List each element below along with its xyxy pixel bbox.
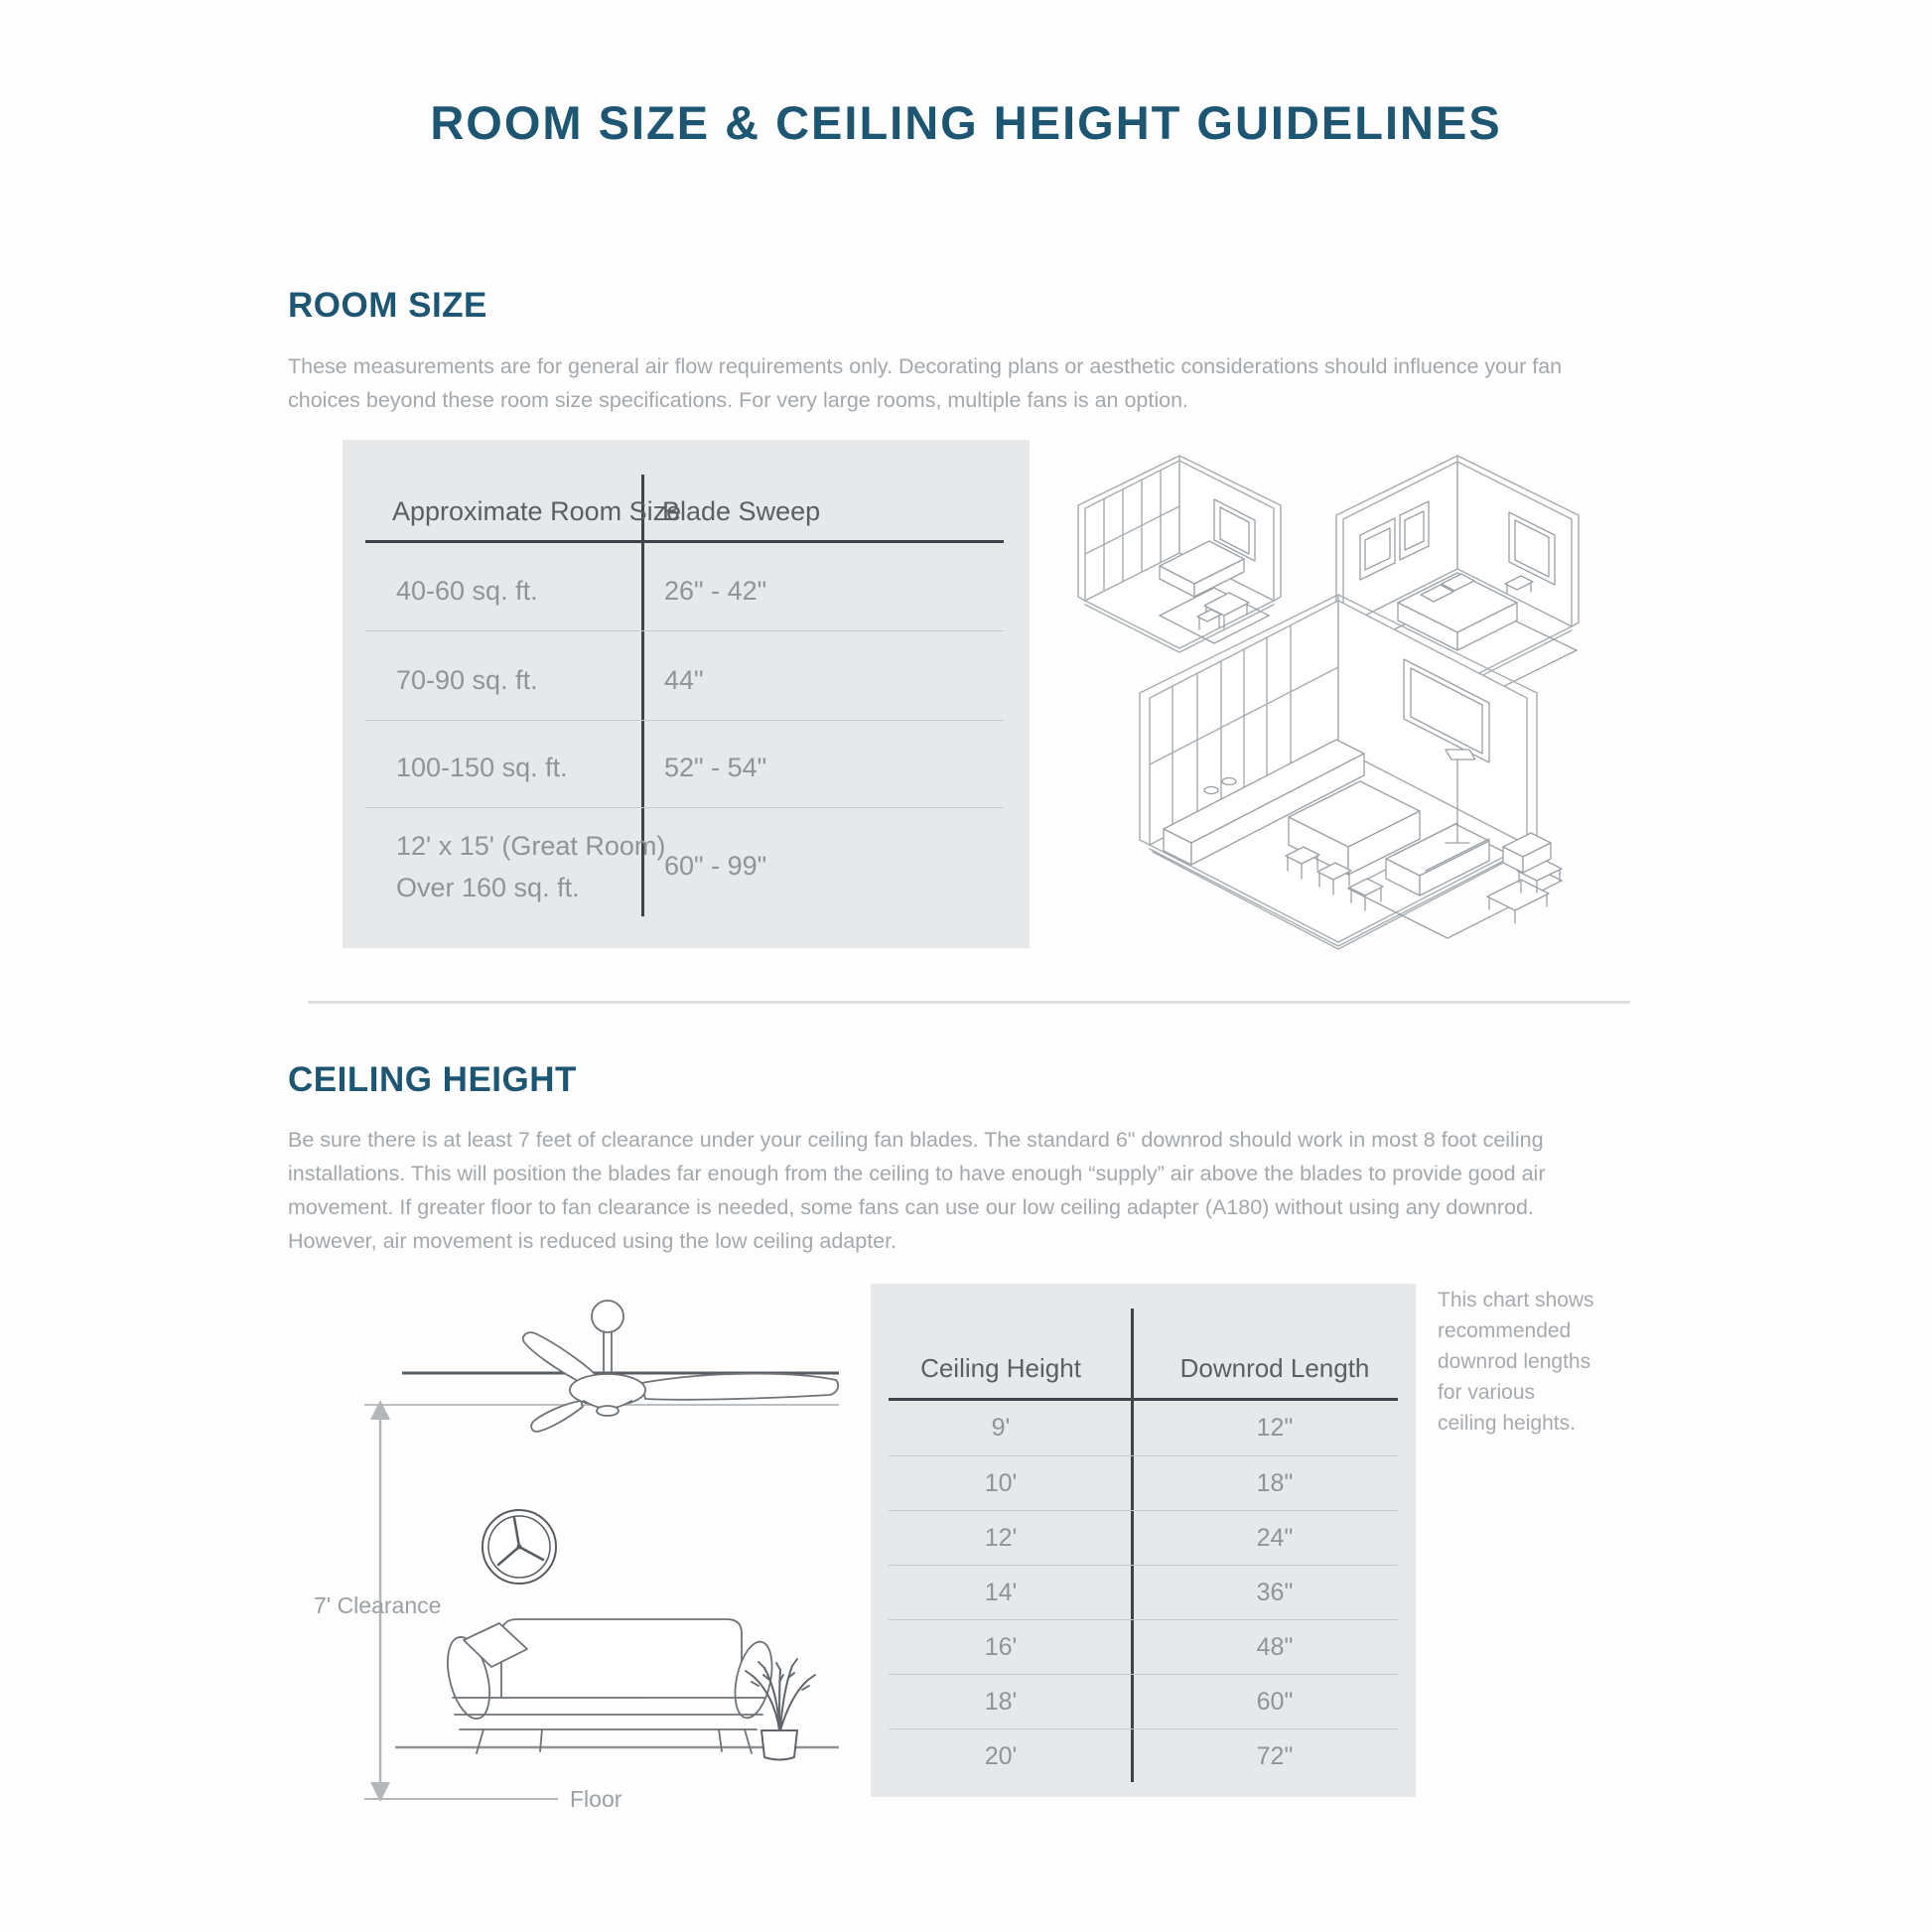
column-header-room-size: Approximate Room Size <box>392 496 682 526</box>
page-title: ROOM SIZE & CEILING HEIGHT GUIDELINES <box>430 96 1502 149</box>
table-row: 12' x 15' (Great Room) <box>396 831 666 861</box>
table-row: 52" - 54" <box>664 753 767 782</box>
table-row: 44" <box>664 665 704 695</box>
table-row: 9' <box>991 1414 1011 1442</box>
table-row: 40-60 sq. ft. <box>396 576 538 606</box>
clearance-diagram-illustration <box>298 1281 854 1822</box>
note-line: downrod lengths <box>1438 1350 1591 1373</box>
note-line: recommended <box>1438 1319 1572 1342</box>
row-separator <box>365 630 1004 631</box>
table-row: 20' <box>984 1742 1018 1770</box>
table-row: 14' <box>984 1579 1018 1606</box>
column-header-ceiling-height: Ceiling Height <box>920 1353 1081 1383</box>
row-separator <box>889 1728 1398 1729</box>
row-separator <box>365 720 1004 721</box>
sofa-icon <box>440 1619 777 1753</box>
table-row: 60" - 99" <box>664 851 767 881</box>
column-header-downrod-length: Downrod Length <box>1179 1353 1370 1383</box>
table-header-rule <box>365 540 1004 543</box>
table-row: 10' <box>984 1469 1018 1497</box>
table-row: 60" <box>1256 1688 1294 1716</box>
table-row: 16' <box>984 1633 1018 1661</box>
table-row: 12" <box>1256 1414 1294 1442</box>
ceiling-fan-icon <box>523 1301 838 1432</box>
office-room-icon <box>1078 456 1281 652</box>
table-row: 100-150 sq. ft. <box>396 753 568 782</box>
note-line: ceiling heights. <box>1438 1412 1576 1435</box>
table-row: 70-90 sq. ft. <box>396 665 538 695</box>
table-note <box>1438 1285 1626 1439</box>
floor-label: Floor <box>570 1786 622 1812</box>
column-header-blade-sweep: Blade Sweep <box>662 496 821 526</box>
table-row: 18" <box>1256 1469 1294 1497</box>
row-separator <box>889 1455 1398 1456</box>
room-size-description: These measurements are for general air flow requirements only. Decorating plans or aesthetic considerations should influence your fan choices beyond these room size specifications. For very large rooms, multiple fans is an option. <box>288 354 1563 412</box>
rooms-isometric-illustration <box>1040 422 1636 978</box>
clearance-label: 7' Clearance <box>314 1592 442 1618</box>
table-row: 26" - 42" <box>664 576 767 606</box>
room-size-heading: ROOM SIZE <box>288 286 487 325</box>
note-line: This chart shows <box>1438 1289 1594 1311</box>
note-line: for various <box>1438 1381 1536 1404</box>
row-separator <box>889 1674 1398 1675</box>
table-row: 48" <box>1256 1633 1294 1661</box>
section-divider <box>308 1001 1630 1004</box>
table-row: 12' <box>984 1524 1018 1552</box>
ceiling-height-description: Be sure there is at least 7 feet of clearance under your ceiling fan blades. The standard 6" downrod should work in most 8 foot ceiling installations. This will position the blades far enough from the ceiling to have enough “supply” air above the blades to provide good air movement. If greater floor to fan clearance is needed, some fans can use our low ceiling adapter (A180) without using any downrod. However, air movement is reduced using the low ceiling adapter. <box>288 1128 1546 1253</box>
room-size-table <box>343 440 1030 948</box>
row-separator <box>889 1619 1398 1620</box>
table-row: 18' <box>984 1688 1018 1716</box>
table-row: 72" <box>1256 1742 1294 1770</box>
row-separator <box>889 1510 1398 1511</box>
ceiling-height-table <box>871 1284 1416 1797</box>
table-header-rule <box>889 1398 1398 1401</box>
table-row: Over 160 sq. ft. <box>396 873 580 902</box>
ceiling-height-heading: CEILING HEIGHT <box>288 1060 577 1099</box>
row-separator <box>365 807 1004 808</box>
table-row: 24" <box>1256 1524 1294 1552</box>
table-row: 36" <box>1256 1579 1294 1606</box>
wall-clock-icon <box>483 1510 556 1584</box>
row-separator <box>889 1565 1398 1566</box>
